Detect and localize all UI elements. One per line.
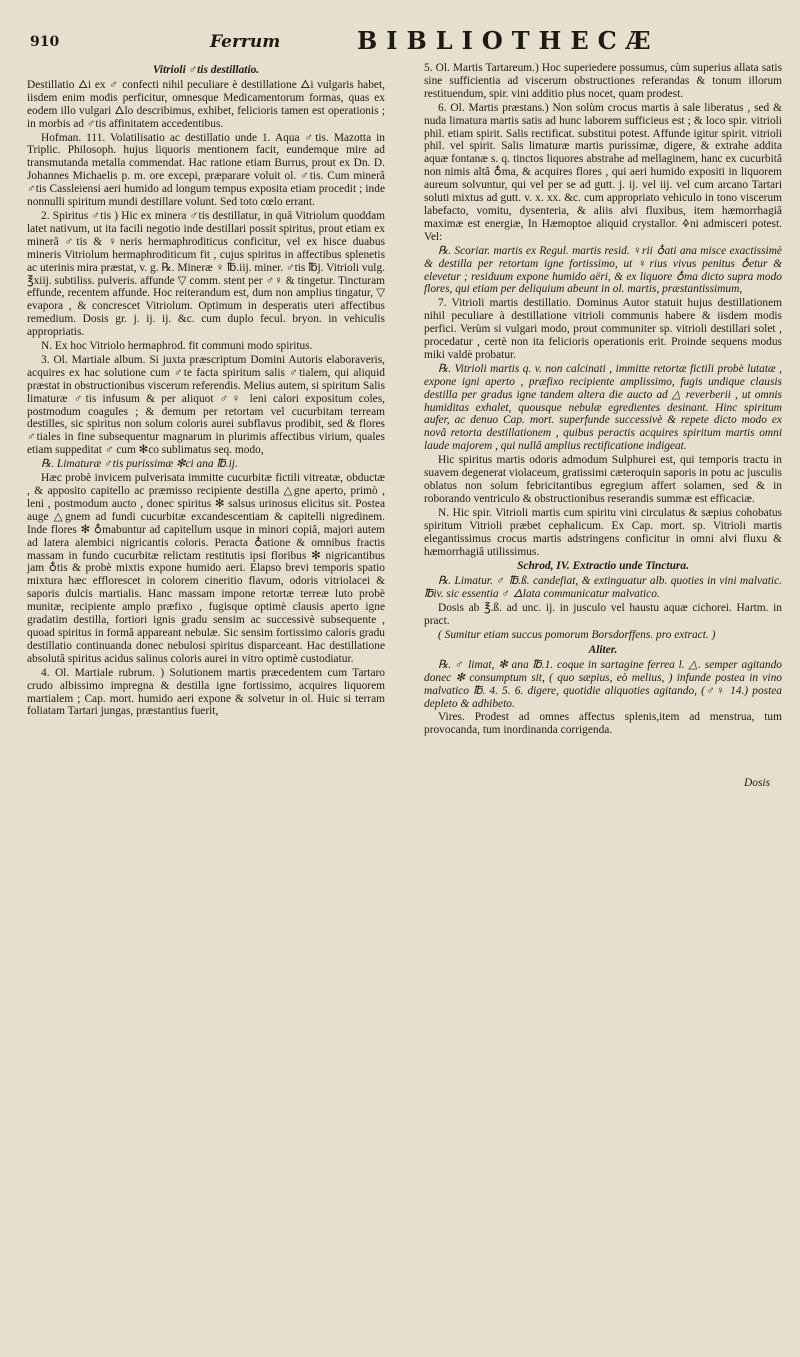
paragraph: N. Ex hoc Vitriolo hermaphrod. fit communi modo spiritus.: [41, 340, 313, 353]
recipe-line: ℞. Limaturæ ♂tis purissimæ ✻ci ana ℔.ij.: [41, 458, 238, 471]
paragraph: 7. Vitrioli martis destillatio. Dominus Autor statuit hujus destillationem nihil peculiare à destillatione vitrioli communis habere & iisdem modis perfici. Verùm si vulgari modo, prout communiter sp. vitrioli destillari solet , procedatur , certè non ita felicioris operationis erit. Proinde sequens modus miki valdè probatur.: [424, 297, 782, 361]
paragraph: Dosis ab ℥.ß. ad unc. ij. in jusculo vel haustu aquæ cichorei. Hartm. in pract.: [424, 602, 782, 628]
recipe-paragraph: ℞. ♂ limat, ✻ ana ℔.1. coque in sartagine ferrea l. △. semper agitando donec ✻ consumptum sit, ( quo sæpius, eò melius, ) infunde postea in vino malvatico ℔. 4. 5. 6. digere, quotidie aliquoties agitando, (♂♀ 14.) postea depleto & adhibeto.: [424, 658, 782, 710]
right-column: [424, 62, 782, 738]
catchword: Dosis: [744, 777, 770, 789]
left-heading: Vitrioli ♂tis destillatio.: [152, 64, 260, 76]
paragraph: 6. Ol. Martis præstans.) Non solùm crocus martis à sale liberatus , sed & nuda limatura martis satis ad hunc laborem sufficieus est ; & loco spir. vitrioli phil. etiam spirit. Salis rectificat. substitui potest. Affunde igitur spirit. vitrioli phil. vel spirit. Salis limaturæ martis purissimæ, digere, & extrahe addita aquæ fontanæ s. q. tinctos liquores abstrahe ad mellaginem, hanc ex cucurbitâ non nimis altâ ♁ma, & acquires flores , qui aeri humido expositi in liquorem aureum solvuntur, qui vel per se ad gutt. j. ij. vel iij. vel cum arcano Tartari soluti mixtus ad gutt. v. x. xx. &c. cum appropriato vehiculo in tono viscerum labefacto, vomitu, dysenteria, & aliis alvi fluxibus, item hæmorrhagiâ maximæ est energiæ, In Hæmoptoe aliquid crystallor. 🜍ni admisceri potest. Vel:: [424, 101, 782, 243]
paragraph: N. Hic spir. Vitrioli martis cum spiritu vini circulatus & sæpius cohobatus spiritum Vitrioli præbet cephalicum. Ex Cap. mort. sp. Vitrioli martis elegantissimus crocus martis adstringens conficitur in omni alvi fluxu & hæmorrhagiâ utilissimus.: [424, 506, 782, 558]
recipe-paragraph: ℞. Scoriar. martis ex Regul. martis resid. ♀rii ♁ati ana misce exactissimè & destilla per retortam igne fortissimo, ut ♀rius vivus penitus ♁etur & elevetur ; residuum expone humido aëri, & ex liquore ♁ma dicto supra modo flores, qui etiam per deliquium abeunt in ol. martis, præstantissimum,: [424, 244, 782, 296]
page-header: [0, 24, 800, 64]
section-title: BIBLIOTHECÆ: [357, 26, 660, 55]
paragraph: Destillatio 🜂i ex ♂ confecti nihil peculiare è destillatione 🜂i vulgaris habet, iisdem enim modis perficitur, omnesque Medicamentorum formas, quas ex eodem illo vulgari 🜂lo describimus, exhibet, felicioris tamen est operationis ; in morbis ad ♂tis affinitatem accedentibus.: [27, 78, 385, 130]
paragraph: Hæc probè invicem pulverisata immitte cucurbitæ fictili vitreatæ, obductæ , & apposito capitello ac præmisso recipiente destilla △gne aperto, primò , leni , postmodum aucto , donec spiritus ✻ salsus urinosus elicitus sit. Postea auge △gnem ad fundi cucurbitæ excandescentiam & capitelli nigredinem. Inde flores ✻ ♁mabuntur ad capitellum usque in minori copiâ, majori autem ad latera alembici nigricantis coloris. Peracta ♁atione & omnibus fractis massam in fundo cucurbitæ relictam restitutis ipsi floribus ✻ nigricantibus jam ♁tis & probè mixtis expone humido aeri. Elapso brevi temporis spatio mixtura hæc efflorescet in colorem cineritio flavum, odoris vitriolacei & saporis dulcis martialis. Hanc massam impone retortæ terreæ luto probè munitæ, recipiente amplo præfixo , fugisque optimè clausis aperto igne gradatim destilla, fortiori ignis gradu sensim ac successivè subsequente , quoad spiritus in formâ appareant nebulæ. Sic sensim fortissimo caloris gradu destillatio continuanda donec nebulosi spiritus disparceant. Hac destillatione absolutâ spiritus acidus salinus coloris aurei in vitro optimè custodiatur.: [27, 472, 385, 665]
left-column: [27, 62, 385, 719]
subheading: Aliter.: [588, 643, 618, 656]
paragraph: 5. Ol. Martis Tartareum.) Hoc superiedere possumus, cùm superius allata satis sine sufficientia ad viscerum obstructiones referandas & tonum illorum restituendum, spir. vini additio plus nocet, quam prodest.: [424, 62, 782, 100]
paragraph: ( Sumitur etiam succus pomorum Borsdorffens. pro extract. ): [438, 628, 716, 641]
recipe-paragraph: ℞. Vitrioli martis q. v. non calcinati , immitte retortæ fictili probè lutatæ , expone igni aperto , præfixo recipiente amplissimo, fugis undique clausis destilla per gradus igne tandem altera die aucto ad △ reverberii , ut omnis humiditas exhalet, quousque nebulæ egredientes desinant. Hinc spiritum aufer, ac denuo Cap. mort. superfunde successivè & repete dicto modo ex novâ retorta destillationem , quibus peractis acquires spiritum martis omni laude majorem , qui nullâ amplius rectificatione indigeat.: [424, 362, 782, 453]
paragraph: 2. Spiritus ♂tis ) Hic ex minera ♂tis destillatur, in quâ Vitriolum quoddam latet nativum, ut ita facili negotio inde destillari possit spiritus, prout etiam ex minerâ ♂tis & ♀neris hermaphroditicus conficitur, vel ex hisce duabus mineris Vitriolum hermaphroditicum fit , cujus spiritus in affectibus splenetis ac uterinis mira præstat, v. g. ℞. Mineræ ♀ ℔.iij. miner. ♂tis ℔j. Vitrioli vulg. ℥xiij. subtiliss. pulveris. affunde ▽ comm. stent per ♂♀ & tingetur. Tincturam effunde, recentem affunde. Hoc reiterandum est, dum non amplius tingatur, ▽ evapora , & concrescet Vitriolum. Optimum in desperatis uteri affectibus remedium. Dosis gr. j. ij. ij. &c. cum duplo fecul. bryon. in vehiculis appropriatis.: [27, 209, 385, 339]
paragraph: Vires. Prodest ad omnes affectus splenis,item ad menstrua, tum provocanda, tum inordinanda corrigenda.: [424, 711, 782, 737]
paragraph: Hofman. 111. Volatilisatio ac destillatio unde 1. Aqua ♂tis. Mazotta in Triplic. Philosoph. hujus liquoris mentionem facit, eundemque mire ad transmutanda metalla commendat. Hac ratione etiam Burrus, prout ex Dn. D. Johannes Michaelis p. m. ore excepi, præparare voluit ol. ♂tis. Cum minerâ ♂tis Cassleiensi aeri humido ad longum tempus exposita etiam procedit ; inde nonnulli spiritum mundi destillare volunt. Sed toto cœlo errant.: [27, 131, 385, 209]
paragraph: 3. Ol. Martiale album. Si juxta præscriptum Domini Autoris elaboraveris, acquires ex hac solutione cum ♂te facta spiritum salis ♂tialem, qui aliquid præstat in obstructionibus viscerum referendis. Melius autem, si spiritum Salis limaturæ ♂tis infusum & per aliquot ♂♀ leni calori expositum coles, postmodum coagules ; & demum per retortam vel cucurbitam terream destilles, sic spiritus non solum coloris aurei subflavus prodibit, sed & flores ♂tiales in fine subsequentur magnarum in plurimis affectibus virium, quales etiam suppeditat ♂ cum ✻co sublimatus seq. modo,: [27, 353, 385, 457]
subheading: Schrod, IV. Extractio unde Tinctura.: [517, 560, 689, 573]
page-number: 910: [30, 34, 60, 50]
recipe-paragraph: ℞. Limatur. ♂ ℔.ß. candefiat, & extinguatur alb. quoties in vini malvatic. ℔iv. sic essentia ♂ 🜂lata communicatur malvatico.: [424, 575, 782, 601]
running-title: Ferrum: [210, 32, 281, 52]
paragraph: 4. Ol. Martiale rubrum. ) Solutionem martis præcedentem cum Tartaro crudo albissimo impregna & destilla igne fortissimo, acquires liquorem martialem ; Cap. mort. humido aeri expone & solvetur in ol. Huic si terram foliatam Tartari jungas, præstantius fuerit,: [27, 666, 385, 718]
paragraph: Hic spiritus martis odoris admodum Sulphurei est, qui temporis tractu in suavem degenerat violaceum, gratissimi cæteroquin saporis in potu ac jusculis oblatus non solum febricitantibus egregium affert solamen, sed & in roborando ventriculo & obstructionibus reserandis summæ est efficaciæ.: [424, 454, 782, 505]
